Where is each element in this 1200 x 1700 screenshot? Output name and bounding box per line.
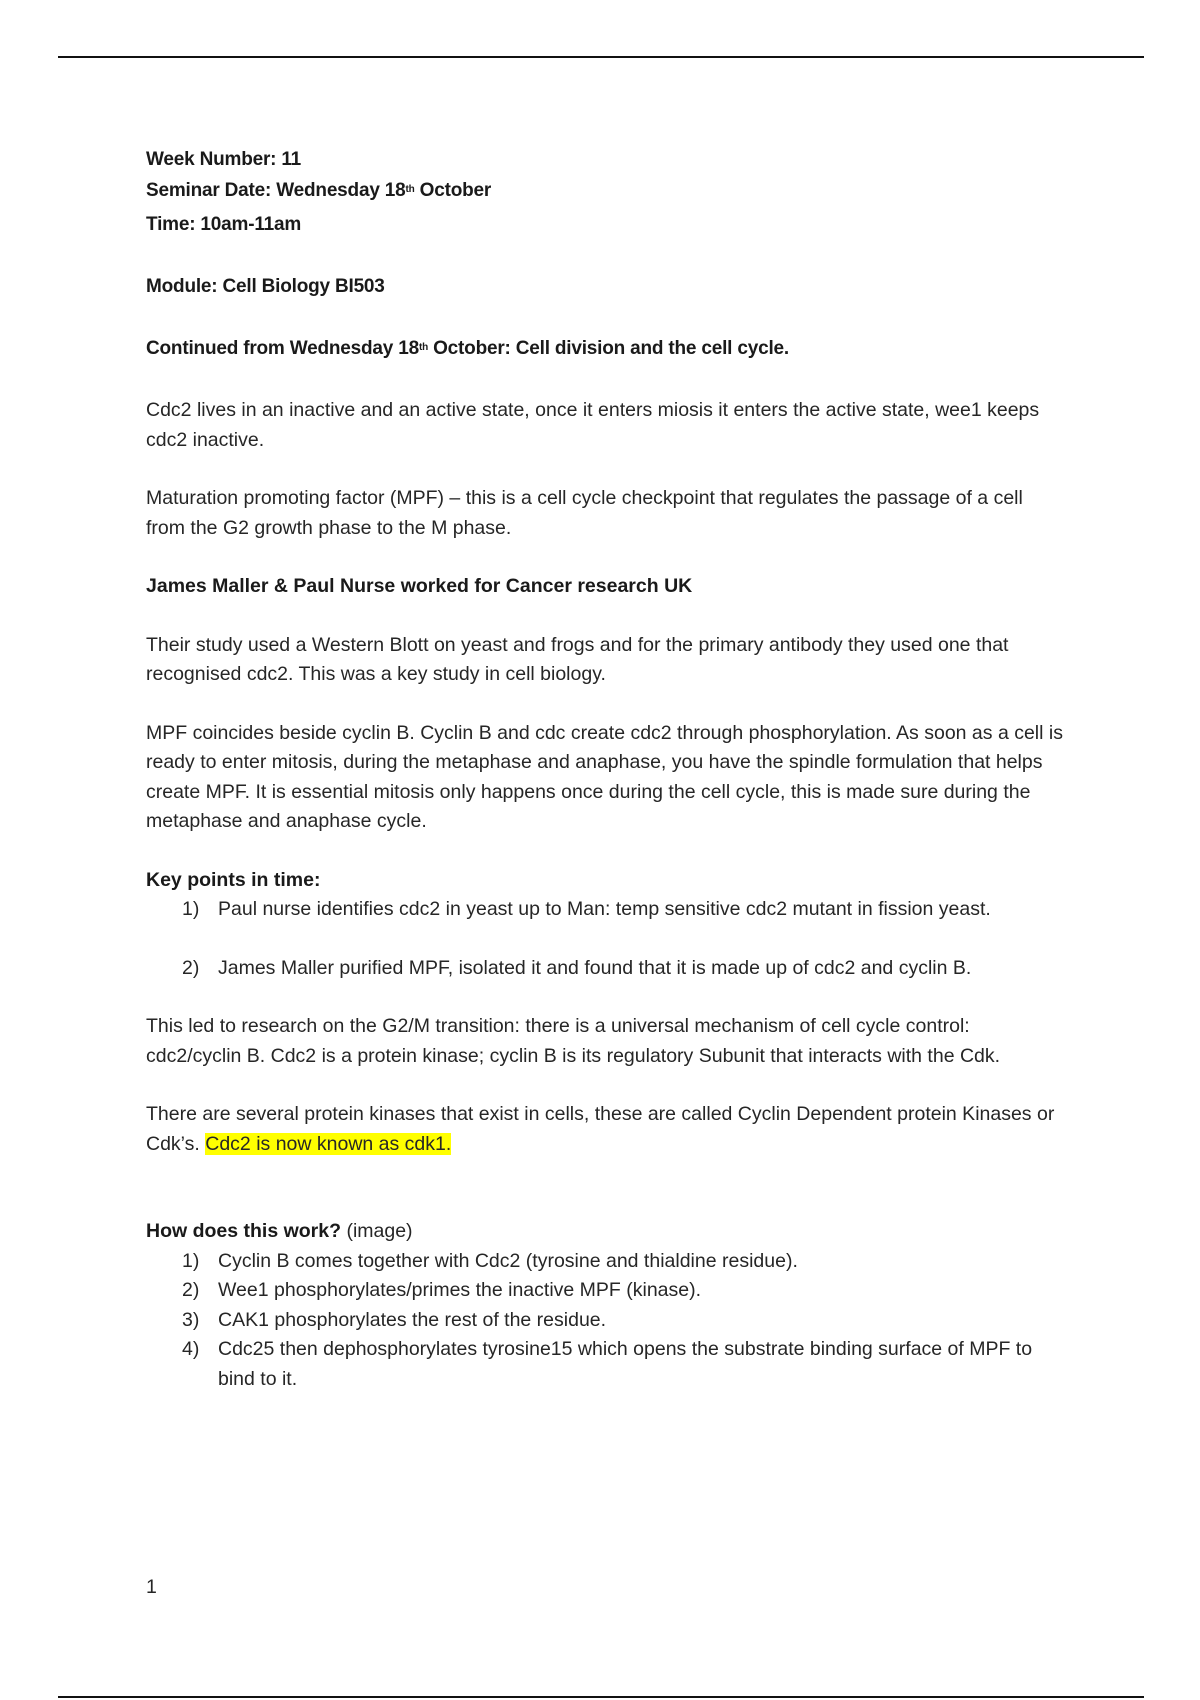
list-item: 4) Cdc25 then dephosphorylates tyrosine15 which opens the substrate binding surface of MPF to bind to it. (182, 1338, 1033, 1390)
continued-heading: Continued from Wednesday 18th October: Cell division and the cell cycle. (146, 338, 789, 359)
paragraph-cdk: There are several protein kinases that exist in cells, these are called Cyclin Dependent protein Kinases or Cdk’s. Cdc2 is now known as cdk1. (146, 1103, 1055, 1155)
heading-key-points: Key points in time: (146, 868, 321, 891)
list-item: 3) CAK1 phosphorylates the rest of the residue. (182, 1308, 607, 1331)
paragraph-western-blot: Their study used a Western Blott on yeast and frogs and for the primary antibody they used one that recognised cdc2. This was a key study in cell biology. (146, 633, 1009, 685)
seminar-date: Seminar Date: Wednesday 18th October (146, 180, 492, 201)
highlighted-text: Cdc2 is now known as cdk1. (205, 1132, 452, 1155)
bottom-rule (58, 1696, 1144, 1698)
key-points-list (146, 895, 1066, 983)
list-item: 1) Cyclin B comes together with Cdc2 (tyrosine and thialdine residue). (182, 1249, 798, 1272)
top-rule (58, 56, 1144, 58)
paragraph-cdc2-states: Cdc2 lives in an inactive and an active state, once it enters miosis it enters the active state, wee1 keeps cdc2 inactive. (146, 399, 1040, 451)
list-item: 2) James Maller purified MPF, isolated it and found that it is made up of cdc2 and cyclin B. (182, 956, 972, 979)
seminar-time: Time: 10am-11am (146, 214, 302, 235)
paragraph-g2m-transition: This led to research on the G2/M transition: there is a universal mechanism of cell cycle control: cdc2/cyclin B. Cdc2 is a protein kinase; cyclin B is its regulatory Subunit that interacts with the Cdk. (146, 1015, 1001, 1067)
page-number: 1 (146, 1576, 157, 1598)
module-title: Module: Cell Biology BI503 (146, 276, 385, 297)
heading-how-it-works: How does this work? (image) (146, 1220, 413, 1242)
week-number: Week Number: 11 (146, 149, 302, 170)
document-page (146, 144, 1066, 1394)
paragraph-mpf: Maturation promoting factor (MPF) – this is a cell cycle checkpoint that regulates the passage of a cell from the G2 growth phase to the M phase. (146, 487, 1023, 539)
mechanism-steps-list (146, 1247, 1066, 1395)
paragraph-mpf-cyclin: MPF coincides beside cyclin B. Cyclin B and cdc create cdc2 through phosphorylation. As soon as a cell is ready to enter mitosis, during the metaphase and anaphase, you have the spindle formulation that helps create MPF. It is essential mitosis only happens once during the cell cycle, this is made sure during the metaphase and anaphase cycle. (146, 721, 1063, 832)
heading-maller-nurse: James Maller & Paul Nurse worked for Cancer research UK (146, 575, 693, 597)
list-item: 2) Wee1 phosphorylates/primes the inactive MPF (kinase). (182, 1279, 702, 1301)
list-item: 1) Paul nurse identifies cdc2 in yeast up to Man: temp sensitive cdc2 mutant in fission yeast. (182, 898, 991, 920)
